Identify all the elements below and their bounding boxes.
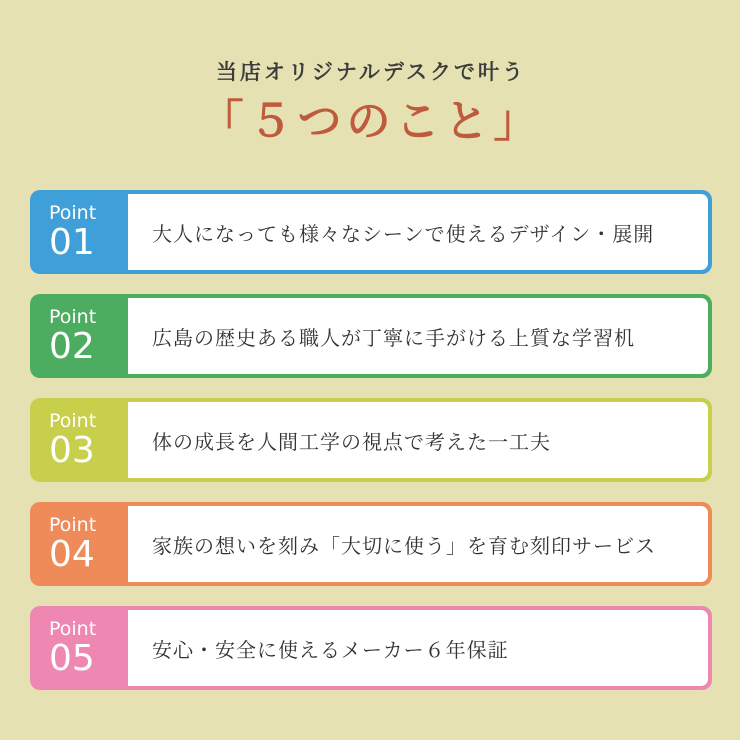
point-label-04 bbox=[30, 502, 128, 586]
point-label-02 bbox=[30, 294, 128, 378]
point-label-word: Point bbox=[49, 513, 97, 536]
point-label-03 bbox=[30, 398, 128, 482]
point-text: 大人になっても様々なシーンで使えるデザイン・展開 bbox=[152, 221, 655, 246]
point-number: 01 bbox=[49, 222, 95, 264]
point-text: 体の成長を人間工学の視点で考えた一工夫 bbox=[152, 429, 551, 454]
point-text-box bbox=[128, 610, 708, 686]
point-label-word: Point bbox=[49, 617, 97, 640]
point-card-05 bbox=[30, 606, 712, 690]
point-label-05 bbox=[30, 606, 128, 690]
point-label-word: Point bbox=[49, 201, 97, 224]
points-list bbox=[30, 190, 712, 690]
point-text-box bbox=[128, 402, 708, 478]
point-text-box bbox=[128, 194, 708, 270]
point-card-01 bbox=[30, 190, 712, 274]
point-number: 05 bbox=[49, 638, 95, 680]
point-card-04 bbox=[30, 502, 712, 586]
banner-header bbox=[30, 56, 712, 146]
banner-title: 「５つのこと」 bbox=[199, 96, 543, 147]
point-number: 04 bbox=[49, 534, 95, 576]
banner-subtitle: 当店オリジナルデスクで叶う bbox=[215, 60, 527, 84]
point-text-box bbox=[128, 298, 708, 374]
point-label-01 bbox=[30, 190, 128, 274]
point-label-word: Point bbox=[49, 305, 97, 328]
point-number: 02 bbox=[49, 326, 95, 368]
point-card-02 bbox=[30, 294, 712, 378]
point-label-word: Point bbox=[49, 409, 97, 432]
point-text: 家族の想いを刻み「大切に使う」を育む刻印サービス bbox=[152, 533, 656, 558]
point-text-box bbox=[128, 506, 708, 582]
point-number: 03 bbox=[49, 430, 95, 472]
point-text: 安心・安全に使えるメーカー６年保証 bbox=[152, 637, 509, 662]
point-card-03 bbox=[30, 398, 712, 482]
point-text: 広島の歴史ある職人が丁寧に手がける上質な学習机 bbox=[152, 325, 635, 350]
